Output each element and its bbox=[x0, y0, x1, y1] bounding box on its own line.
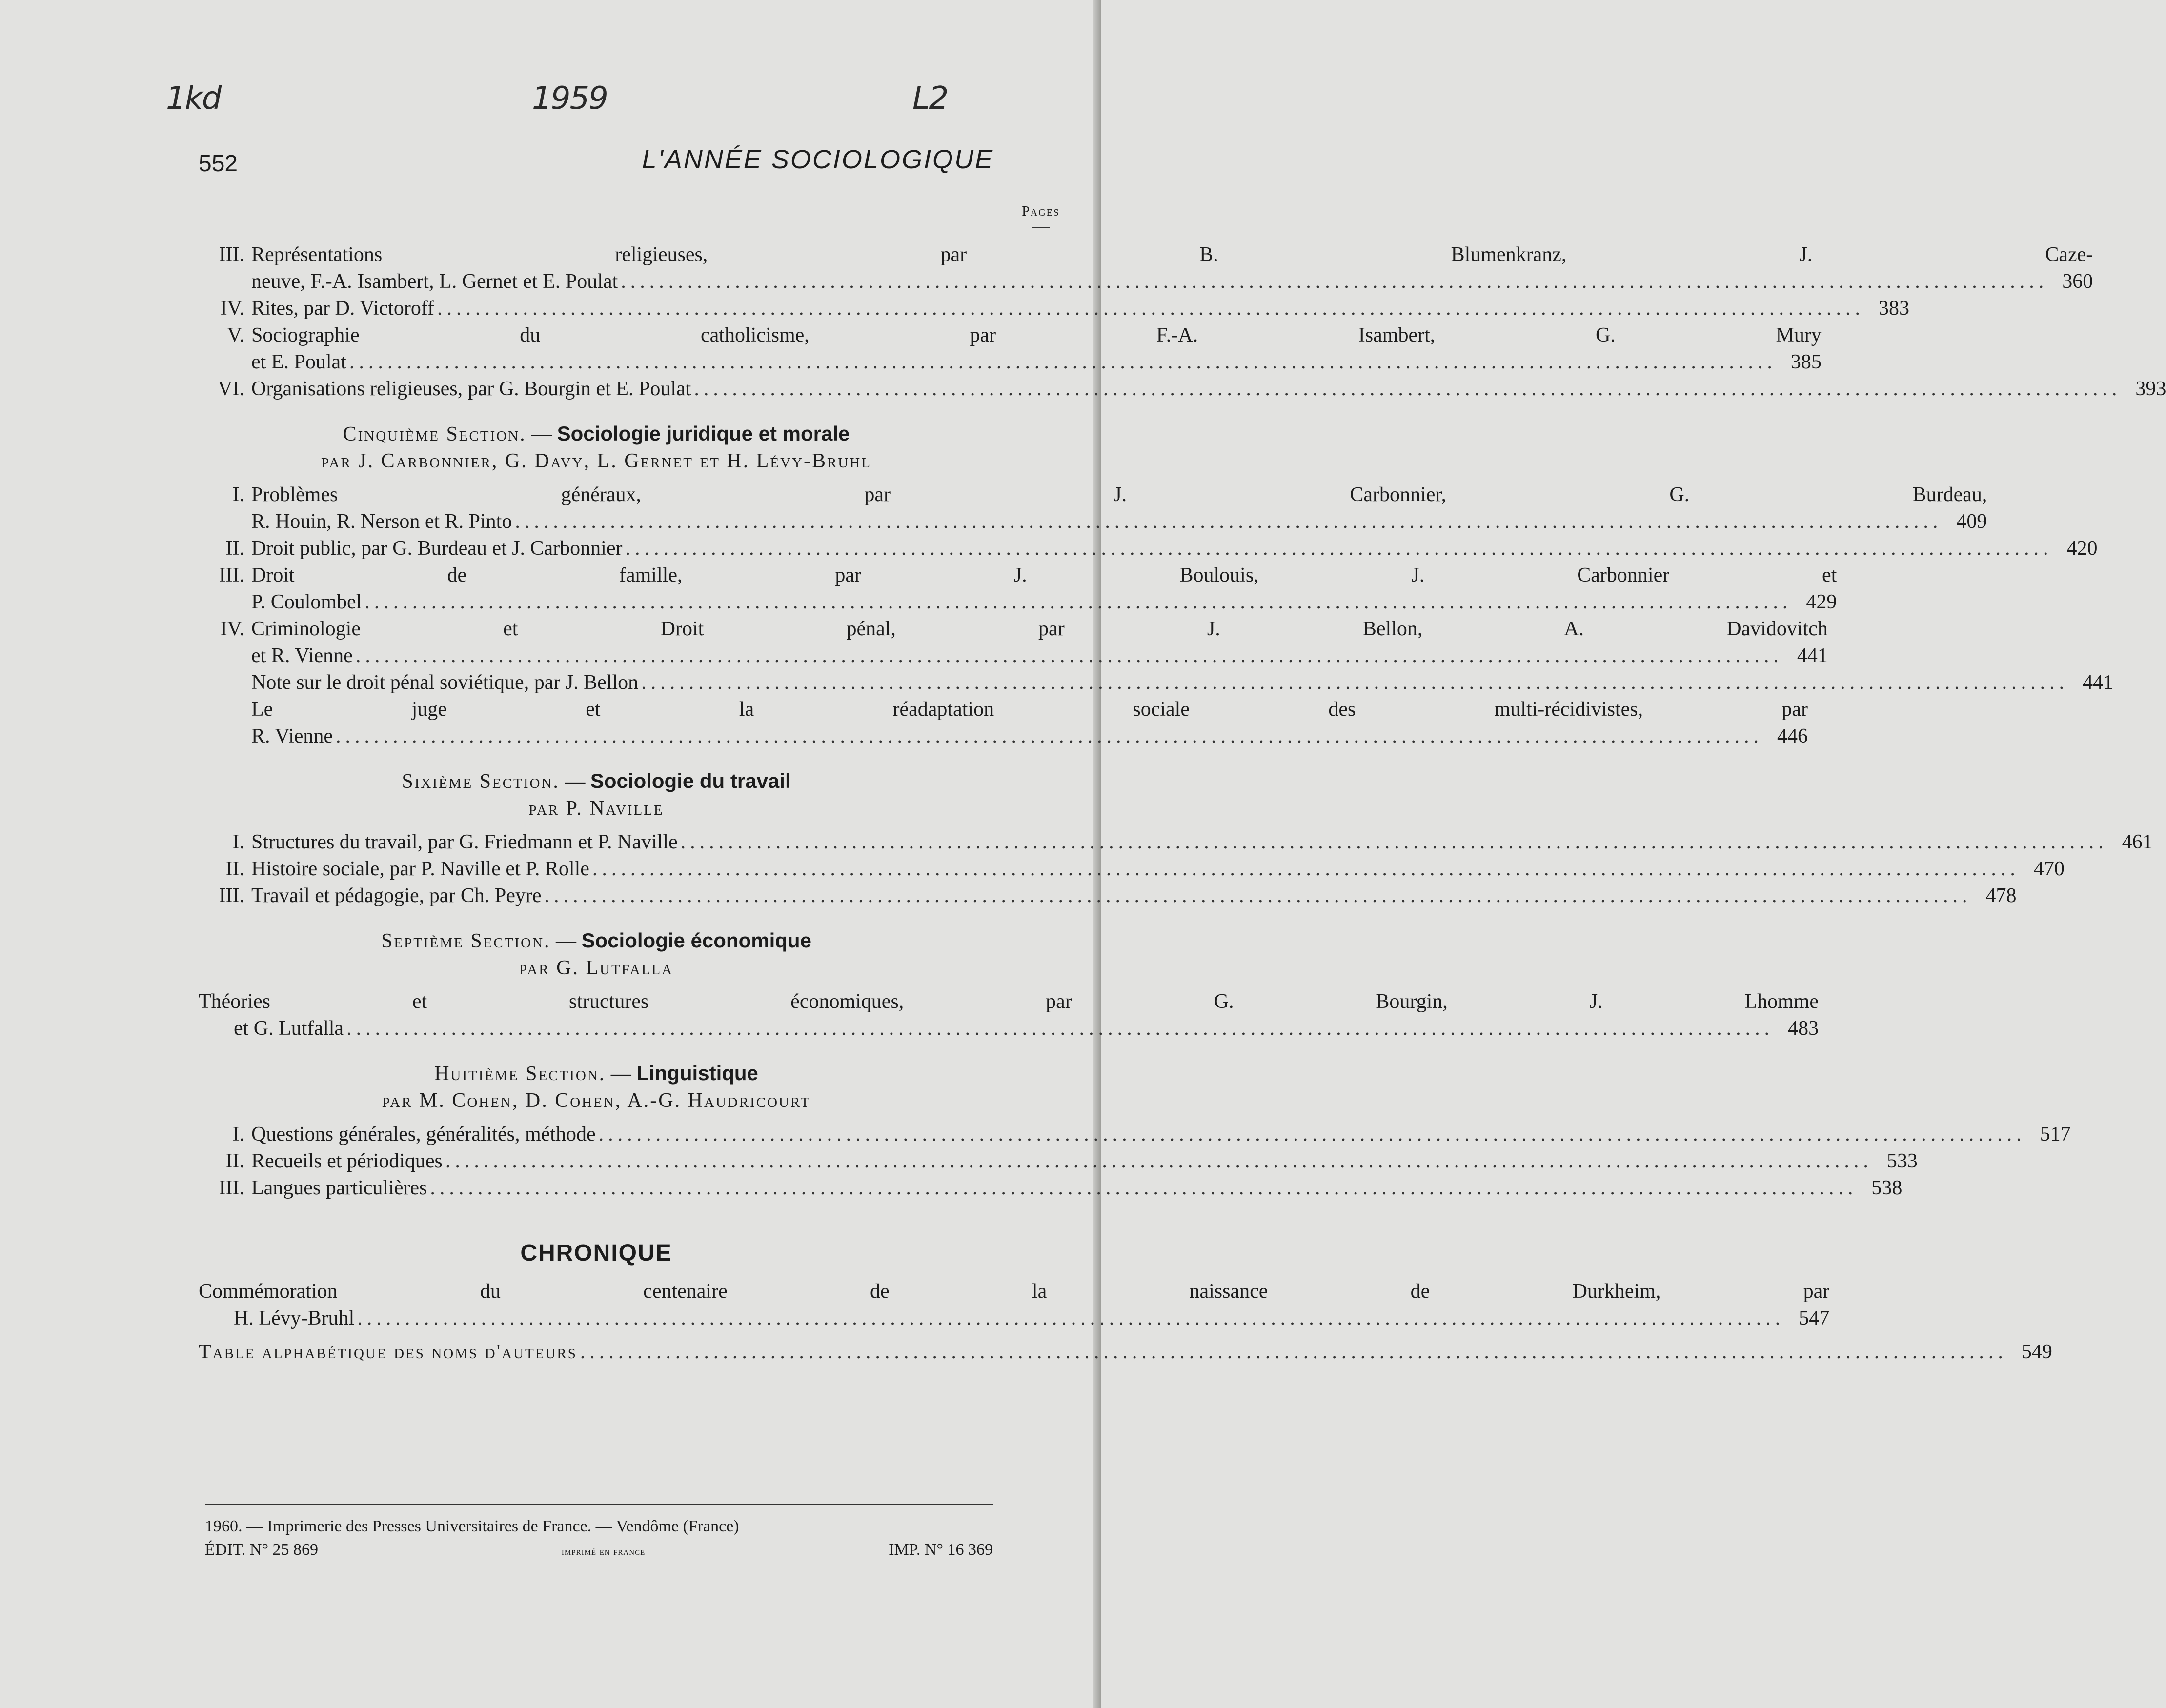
dot-leader bbox=[356, 643, 1783, 669]
entry-number: I. bbox=[232, 483, 244, 506]
entry-text: Recueils et périodiques bbox=[251, 1150, 443, 1172]
toc-entry bbox=[199, 829, 2153, 856]
section-authors: par P. Naville bbox=[528, 797, 664, 820]
entry-number: IV. bbox=[220, 297, 244, 320]
dot-leader bbox=[599, 1121, 2026, 1148]
entry-text: Droit de famille, par J. Boulouis, J. Carbonnier et bbox=[251, 564, 1837, 586]
toc-entry-index bbox=[199, 1339, 2052, 1366]
entry-text: H. Lévy-Bruhl bbox=[234, 1307, 355, 1329]
toc-entry bbox=[199, 295, 1910, 322]
toc-entry bbox=[199, 241, 2093, 295]
entry-page: 538 bbox=[1871, 1177, 1903, 1199]
section-5-entries bbox=[199, 482, 2114, 750]
handwritten-note-year: 1959 bbox=[532, 80, 607, 117]
toc-entry bbox=[199, 322, 1822, 376]
dot-leader bbox=[681, 829, 2108, 856]
section-title: Sociologie du travail bbox=[590, 769, 791, 792]
entry-number: III. bbox=[219, 243, 244, 266]
toc-entry bbox=[199, 696, 1808, 750]
entry-number: III. bbox=[219, 1177, 244, 1199]
entry-number: I. bbox=[232, 1123, 244, 1145]
toc-entry bbox=[199, 535, 2098, 562]
entry-text: et E. Poulat bbox=[251, 351, 346, 373]
dot-leader bbox=[437, 295, 1864, 322]
dot-leader bbox=[544, 883, 1971, 909]
toc-entry bbox=[199, 856, 2065, 883]
dot-leader bbox=[364, 589, 1792, 616]
section-title: Sociologie économique bbox=[581, 929, 811, 952]
section-heading: Septième Section. — Sociologie économique bbox=[381, 929, 811, 952]
entry-number: II. bbox=[225, 1150, 244, 1172]
entry-number: V. bbox=[227, 324, 244, 346]
chronique-entries bbox=[199, 1278, 1830, 1332]
colophon-imp-number: IMP. N° 16 369 bbox=[889, 1541, 993, 1559]
entry-page: 547 bbox=[1799, 1307, 1830, 1329]
entry-page: 470 bbox=[2033, 858, 2065, 880]
entry-number: III. bbox=[219, 884, 244, 907]
page-number: 552 bbox=[199, 151, 238, 177]
entry-page: 478 bbox=[1985, 884, 2017, 907]
chronique-title: CHRONIQUE bbox=[520, 1240, 672, 1266]
dot-leader bbox=[515, 508, 1942, 535]
entry-number: III. bbox=[219, 564, 244, 586]
entry-text: Note sur le droit pénal soviétique, par J. Bellon bbox=[251, 671, 639, 694]
dot-leader bbox=[357, 1305, 1784, 1332]
dot-leader bbox=[592, 856, 2020, 883]
dot-leader bbox=[694, 376, 2121, 402]
section-6-entries bbox=[199, 829, 2153, 909]
toc-entry bbox=[199, 669, 2114, 696]
entry-text: Criminologie et Droit pénal, par J. Bellon, A. Davidovitch bbox=[251, 618, 1828, 640]
entry-text: Structures du travail, par G. Friedmann et P. Naville bbox=[251, 831, 678, 853]
section-authors: par G. Lutfalla bbox=[519, 957, 674, 979]
dot-leader bbox=[580, 1339, 2007, 1366]
section-label: Huitième Section. bbox=[434, 1063, 606, 1085]
table-of-contents bbox=[199, 241, 2166, 1366]
entry-text: Organisations religieuses, par G. Bourgin et E. Poulat bbox=[251, 378, 691, 400]
section-label: Sixième Section. bbox=[402, 770, 560, 793]
entry-text: Langues particulières bbox=[251, 1177, 427, 1199]
pages-column-label: Pages bbox=[1022, 204, 1060, 219]
handwritten-note-right: L2 bbox=[912, 80, 948, 117]
section-authors: par M. Cohen, D. Cohen, A.-G. Haudricourt bbox=[382, 1089, 811, 1112]
toc-entry bbox=[199, 482, 1987, 535]
dot-leader bbox=[346, 1015, 1774, 1042]
entry-text: R. Vienne bbox=[251, 725, 333, 747]
entry-text: Sociographie du catholicisme, par F.-A. Isambert, G. Mury bbox=[251, 324, 1822, 346]
entry-text: Théories et structures économiques, par G. Bourgin, J. Lhomme bbox=[199, 990, 1819, 1013]
section-label: Cinquième Section. bbox=[343, 423, 526, 445]
entry-page: 517 bbox=[2040, 1123, 2071, 1145]
entry-text: neuve, F.-A. Isambert, L. Gernet et E. Poulat bbox=[251, 270, 618, 293]
entry-number: II. bbox=[225, 537, 244, 560]
section-title: Linguistique bbox=[636, 1062, 758, 1085]
entry-number: VI. bbox=[218, 378, 244, 400]
toc-entry bbox=[199, 1148, 1918, 1175]
entry-page: 385 bbox=[1790, 351, 1822, 373]
entry-page: 420 bbox=[2066, 537, 2098, 560]
section-8-entries bbox=[199, 1121, 2071, 1202]
section-heading: Cinquième Section. — Sociologie juridique et morale bbox=[343, 422, 850, 445]
religion-entries bbox=[199, 241, 2166, 402]
entry-number: I. bbox=[232, 831, 244, 853]
colophon-printer: 1960. — Imprimerie des Presses Universitaires de France. — Vendôme (France) bbox=[205, 1517, 739, 1535]
dot-leader bbox=[621, 268, 2048, 295]
toc-entry bbox=[199, 616, 1828, 669]
toc-entry bbox=[199, 1278, 1830, 1332]
colophon-edit-number: ÉDIT. N° 25 869 bbox=[205, 1541, 319, 1559]
entry-page: 393 bbox=[2135, 378, 2166, 400]
entry-number: II. bbox=[225, 858, 244, 880]
toc-entry bbox=[199, 883, 2017, 909]
section-heading: Sixième Section. — Sociologie du travail bbox=[402, 769, 791, 793]
page-header bbox=[199, 141, 994, 181]
toc-entry bbox=[199, 1175, 1903, 1202]
entry-number: IV. bbox=[220, 618, 244, 640]
entry-page: 441 bbox=[2083, 671, 2114, 694]
dot-leader bbox=[641, 669, 2068, 696]
entry-text: Rites, par D. Victoroff bbox=[251, 297, 435, 320]
dot-leader bbox=[349, 349, 1777, 376]
entry-text: P. Coulombel bbox=[251, 591, 362, 613]
entry-page: 549 bbox=[2021, 1341, 2052, 1363]
section-heading: Huitième Section. — Linguistique bbox=[434, 1062, 758, 1085]
entry-page: 533 bbox=[1886, 1150, 1918, 1172]
entry-text: Problèmes généraux, par J. Carbonnier, G. Burdeau, bbox=[251, 483, 1987, 506]
entry-page: 360 bbox=[2062, 270, 2093, 293]
colophon bbox=[205, 1504, 993, 1563]
toc-entry bbox=[199, 562, 1837, 616]
entry-text: et R. Vienne bbox=[251, 644, 353, 667]
dot-leader bbox=[445, 1148, 1873, 1175]
entry-page: 383 bbox=[1879, 297, 1910, 320]
entry-page: 409 bbox=[1956, 510, 1987, 533]
handwritten-note-left: 1kd bbox=[166, 80, 221, 117]
entry-text: Commémoration du centenaire de la naissance de Durkheim, par bbox=[199, 1280, 1830, 1303]
dot-leader bbox=[336, 723, 1763, 750]
entry-page: 446 bbox=[1777, 725, 1808, 747]
entry-text: Droit public, par G. Burdeau et J. Carbonnier bbox=[251, 537, 623, 560]
section-7-entries bbox=[199, 988, 1819, 1042]
toc-entry bbox=[199, 376, 2166, 402]
section-title: Sociologie juridique et morale bbox=[557, 422, 850, 445]
entry-page: 483 bbox=[1788, 1017, 1819, 1040]
entry-text: Questions générales, généralités, méthode bbox=[251, 1123, 596, 1145]
entry-page: 441 bbox=[1797, 644, 1828, 667]
running-title: L'ANNÉE SOCIOLOGIQUE bbox=[642, 145, 994, 174]
section-authors: par J. Carbonnier, G. Davy, L. Gernet et H. Lévy-Bruhl bbox=[321, 450, 871, 472]
entry-page: 429 bbox=[1806, 591, 1837, 613]
entry-text: R. Houin, R. Nerson et R. Pinto bbox=[251, 510, 512, 533]
dot-leader bbox=[625, 535, 2052, 562]
toc-entry bbox=[199, 988, 1819, 1042]
entry-text: Histoire sociale, par P. Naville et P. Rolle bbox=[251, 858, 589, 880]
entry-text: Travail et pédagogie, par Ch. Peyre bbox=[251, 884, 542, 907]
entry-text: et G. Lutfalla bbox=[234, 1017, 344, 1040]
entry-text: Table alphabétique des noms d'auteurs bbox=[199, 1341, 577, 1363]
dot-leader bbox=[430, 1175, 1857, 1202]
colophon-printed-in: imprimé en france bbox=[561, 1545, 646, 1557]
toc-entry bbox=[199, 1121, 2071, 1148]
section-label: Septième Section. bbox=[381, 930, 551, 952]
entry-page: 461 bbox=[2122, 831, 2153, 853]
entry-text: Représentations religieuses, par B. Blumenkranz, J. Caze- bbox=[251, 243, 2093, 266]
entry-text: Le juge et la réadaptation sociale des multi-récidivistes, par bbox=[251, 698, 1808, 721]
